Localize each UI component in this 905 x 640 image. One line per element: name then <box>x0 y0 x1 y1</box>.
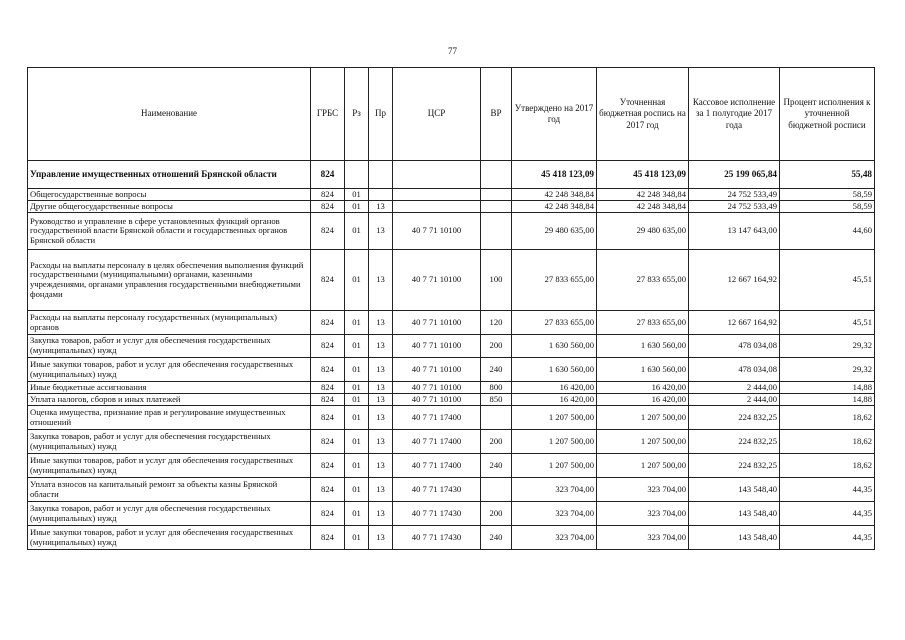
row-vr <box>481 161 512 189</box>
table-row <box>28 335 875 358</box>
row-vr <box>481 213 512 250</box>
row-pr <box>369 161 393 189</box>
row-percent: 45,51 <box>780 311 875 335</box>
row-rz: 01 <box>345 502 369 526</box>
row-pr: 13 <box>369 502 393 526</box>
row-grbs: 824 <box>311 502 345 526</box>
row-grbs: 824 <box>311 478 345 502</box>
row-grbs: 824 <box>311 161 345 189</box>
row-vr: 200 <box>481 502 512 526</box>
row-csr: 40 7 71 10100 <box>393 335 481 358</box>
header-pr: Пр <box>369 68 393 161</box>
row-rz: 01 <box>345 335 369 358</box>
header-grbs: ГРБС <box>311 68 345 161</box>
row-percent: 58,59 <box>780 201 875 213</box>
row-percent: 29,32 <box>780 335 875 358</box>
row-approved: 42 248 348,84 <box>512 201 597 213</box>
row-grbs: 824 <box>311 526 345 550</box>
row-cash: 12 667 164,92 <box>689 250 780 311</box>
row-csr: 40 7 71 10100 <box>393 250 481 311</box>
row-refined: 27 833 655,00 <box>597 250 689 311</box>
table-row <box>28 213 875 250</box>
table-row <box>28 382 875 394</box>
row-rz: 01 <box>345 358 369 382</box>
row-pr <box>369 189 393 201</box>
row-cash: 24 752 533,49 <box>689 189 780 201</box>
table-row <box>28 526 875 550</box>
row-pr: 13 <box>369 201 393 213</box>
row-grbs: 824 <box>311 394 345 406</box>
header-rz: Рз <box>345 68 369 161</box>
header-percent: Процент исполнения к уточненной бюджетной росписи <box>780 68 875 161</box>
row-percent: 45,51 <box>780 250 875 311</box>
header-refined: Уточненная бюджетная роспись на 2017 год <box>597 68 689 161</box>
row-cash: 224 832,25 <box>689 430 780 454</box>
row-approved: 1 630 560,00 <box>512 358 597 382</box>
row-percent: 44,35 <box>780 478 875 502</box>
row-approved: 1 207 500,00 <box>512 454 597 478</box>
table-row <box>28 454 875 478</box>
row-refined: 27 833 655,00 <box>597 311 689 335</box>
row-refined: 42 248 348,84 <box>597 189 689 201</box>
row-rz: 01 <box>345 394 369 406</box>
page-number: 77 <box>448 46 457 56</box>
row-refined: 16 420,00 <box>597 382 689 394</box>
table-body <box>28 161 875 550</box>
row-name: Руководство и управление в сфере установленных функций органов государственной власти Брянской области и государственных органов Брянской области <box>28 213 311 250</box>
table-row-total <box>28 161 875 189</box>
row-percent: 55,48 <box>780 161 875 189</box>
row-cash: 224 832,25 <box>689 406 780 430</box>
row-name: Расходы на выплаты персоналу государственных (муниципальных) органов <box>28 311 311 335</box>
row-vr: 850 <box>481 394 512 406</box>
row-csr: 40 7 71 17400 <box>393 454 481 478</box>
row-pr: 13 <box>369 311 393 335</box>
row-pr: 13 <box>369 454 393 478</box>
row-name: Оценка имущества, признание прав и регулирование имущественных отношений <box>28 406 311 430</box>
row-refined: 1 630 560,00 <box>597 335 689 358</box>
row-approved: 27 833 655,00 <box>512 250 597 311</box>
row-approved: 27 833 655,00 <box>512 311 597 335</box>
row-pr: 13 <box>369 526 393 550</box>
row-name: Иные закупки товаров, работ и услуг для обеспечения государственных (муниципальных) нужд <box>28 358 311 382</box>
row-refined: 29 480 635,00 <box>597 213 689 250</box>
row-refined: 1 207 500,00 <box>597 406 689 430</box>
row-vr: 240 <box>481 454 512 478</box>
row-cash: 143 548,40 <box>689 478 780 502</box>
table-row <box>28 358 875 382</box>
row-refined: 16 420,00 <box>597 394 689 406</box>
row-csr: 40 7 71 17430 <box>393 526 481 550</box>
row-cash: 24 752 533,49 <box>689 201 780 213</box>
header-row <box>28 68 875 161</box>
row-name: Иные закупки товаров, работ и услуг для обеспечения государственных (муниципальных) нужд <box>28 526 311 550</box>
budget-execution-table <box>27 67 875 550</box>
row-approved: 16 420,00 <box>512 394 597 406</box>
row-pr: 13 <box>369 335 393 358</box>
row-approved: 323 704,00 <box>512 502 597 526</box>
row-grbs: 824 <box>311 311 345 335</box>
row-vr: 240 <box>481 526 512 550</box>
row-csr: 40 7 71 17400 <box>393 406 481 430</box>
row-cash: 143 548,40 <box>689 502 780 526</box>
row-grbs: 824 <box>311 430 345 454</box>
row-cash: 25 199 065,84 <box>689 161 780 189</box>
row-grbs: 824 <box>311 406 345 430</box>
row-pr: 13 <box>369 430 393 454</box>
row-cash: 2 444,00 <box>689 382 780 394</box>
row-percent: 14,88 <box>780 382 875 394</box>
row-grbs: 824 <box>311 382 345 394</box>
row-csr: 40 7 71 17430 <box>393 502 481 526</box>
row-name: Закупка товаров, работ и услуг для обеспечения государственных (муниципальных) нужд <box>28 430 311 454</box>
row-cash: 478 034,08 <box>689 335 780 358</box>
row-refined: 323 704,00 <box>597 502 689 526</box>
row-approved: 1 207 500,00 <box>512 430 597 454</box>
row-percent: 18,62 <box>780 454 875 478</box>
row-approved: 45 418 123,09 <box>512 161 597 189</box>
row-vr <box>481 201 512 213</box>
row-refined: 323 704,00 <box>597 478 689 502</box>
row-cash: 2 444,00 <box>689 394 780 406</box>
row-rz: 01 <box>345 250 369 311</box>
row-grbs: 824 <box>311 189 345 201</box>
row-name: Иные бюджетные ассигнования <box>28 382 311 394</box>
row-cash: 13 147 643,00 <box>689 213 780 250</box>
row-refined: 1 207 500,00 <box>597 454 689 478</box>
table-row <box>28 250 875 311</box>
row-approved: 323 704,00 <box>512 478 597 502</box>
row-csr: 40 7 71 10100 <box>393 213 481 250</box>
row-pr: 13 <box>369 358 393 382</box>
table-row <box>28 189 875 201</box>
row-name: Закупка товаров, работ и услуг для обеспечения государственных (муниципальных) нужд <box>28 335 311 358</box>
row-refined: 1 207 500,00 <box>597 430 689 454</box>
row-percent: 44,35 <box>780 502 875 526</box>
row-grbs: 824 <box>311 201 345 213</box>
header-vr: ВР <box>481 68 512 161</box>
row-csr: 40 7 71 17430 <box>393 478 481 502</box>
header-cash: Кассовое исполнение за 1 полугодие 2017 года <box>689 68 780 161</box>
row-approved: 42 248 348,84 <box>512 189 597 201</box>
row-grbs: 824 <box>311 335 345 358</box>
row-csr: 40 7 71 10100 <box>393 394 481 406</box>
table-row <box>28 311 875 335</box>
row-vr: 200 <box>481 335 512 358</box>
row-rz: 01 <box>345 430 369 454</box>
row-rz: 01 <box>345 526 369 550</box>
row-percent: 18,62 <box>780 406 875 430</box>
row-vr: 200 <box>481 430 512 454</box>
header-csr: ЦСР <box>393 68 481 161</box>
row-rz: 01 <box>345 454 369 478</box>
row-csr: 40 7 71 10100 <box>393 358 481 382</box>
table-row <box>28 502 875 526</box>
row-grbs: 824 <box>311 250 345 311</box>
row-vr <box>481 406 512 430</box>
row-name: Расходы на выплаты персоналу в целях обеспечения выполнения функций государственными (муниципальными) органами, казенными учреждениями, органами управления государственными внебюджетными фондами <box>28 250 311 311</box>
row-cash: 143 548,40 <box>689 526 780 550</box>
row-rz: 01 <box>345 213 369 250</box>
row-rz: 01 <box>345 201 369 213</box>
row-percent: 14,88 <box>780 394 875 406</box>
row-csr <box>393 189 481 201</box>
row-vr: 240 <box>481 358 512 382</box>
row-name: Другие общегосударственные вопросы <box>28 201 311 213</box>
table-row <box>28 406 875 430</box>
row-csr: 40 7 71 10100 <box>393 311 481 335</box>
row-grbs: 824 <box>311 454 345 478</box>
row-percent: 18,62 <box>780 430 875 454</box>
row-rz <box>345 161 369 189</box>
row-name: Управление имущественных отношений Брянской области <box>28 161 311 189</box>
row-refined: 42 248 348,84 <box>597 201 689 213</box>
row-rz: 01 <box>345 382 369 394</box>
row-csr <box>393 161 481 189</box>
row-name: Общегосударственные вопросы <box>28 189 311 201</box>
row-pr: 13 <box>369 406 393 430</box>
row-percent: 44,35 <box>780 526 875 550</box>
row-percent: 44,60 <box>780 213 875 250</box>
header-name: Наименование <box>28 68 311 161</box>
row-approved: 29 480 635,00 <box>512 213 597 250</box>
row-rz: 01 <box>345 189 369 201</box>
table-row <box>28 430 875 454</box>
table-row <box>28 201 875 213</box>
row-grbs: 824 <box>311 213 345 250</box>
row-rz: 01 <box>345 478 369 502</box>
table-row <box>28 478 875 502</box>
row-vr <box>481 189 512 201</box>
row-refined: 1 630 560,00 <box>597 358 689 382</box>
row-approved: 323 704,00 <box>512 526 597 550</box>
row-pr: 13 <box>369 250 393 311</box>
row-grbs: 824 <box>311 358 345 382</box>
row-name: Уплата налогов, сборов и иных платежей <box>28 394 311 406</box>
row-approved: 16 420,00 <box>512 382 597 394</box>
row-vr: 120 <box>481 311 512 335</box>
table-row <box>28 394 875 406</box>
row-csr: 40 7 71 17400 <box>393 430 481 454</box>
row-vr: 100 <box>481 250 512 311</box>
row-percent: 58,59 <box>780 189 875 201</box>
row-percent: 29,32 <box>780 358 875 382</box>
row-pr: 13 <box>369 382 393 394</box>
row-vr: 800 <box>481 382 512 394</box>
row-approved: 1 630 560,00 <box>512 335 597 358</box>
row-rz: 01 <box>345 406 369 430</box>
row-name: Уплата взносов на капитальный ремонт за объекты казны Брянской области <box>28 478 311 502</box>
row-pr: 13 <box>369 213 393 250</box>
row-rz: 01 <box>345 311 369 335</box>
row-name: Закупка товаров, работ и услуг для обеспечения государственных (муниципальных) нужд <box>28 502 311 526</box>
row-csr: 40 7 71 10100 <box>393 382 481 394</box>
row-csr <box>393 201 481 213</box>
row-refined: 45 418 123,09 <box>597 161 689 189</box>
row-approved: 1 207 500,00 <box>512 406 597 430</box>
row-pr: 13 <box>369 394 393 406</box>
row-cash: 478 034,08 <box>689 358 780 382</box>
row-refined: 323 704,00 <box>597 526 689 550</box>
row-name: Иные закупки товаров, работ и услуг для обеспечения государственных (муниципальных) нужд <box>28 454 311 478</box>
row-cash: 224 832,25 <box>689 454 780 478</box>
row-pr: 13 <box>369 478 393 502</box>
header-approved: Утверждено на 2017 год <box>512 68 597 161</box>
row-cash: 12 667 164,92 <box>689 311 780 335</box>
row-vr <box>481 478 512 502</box>
